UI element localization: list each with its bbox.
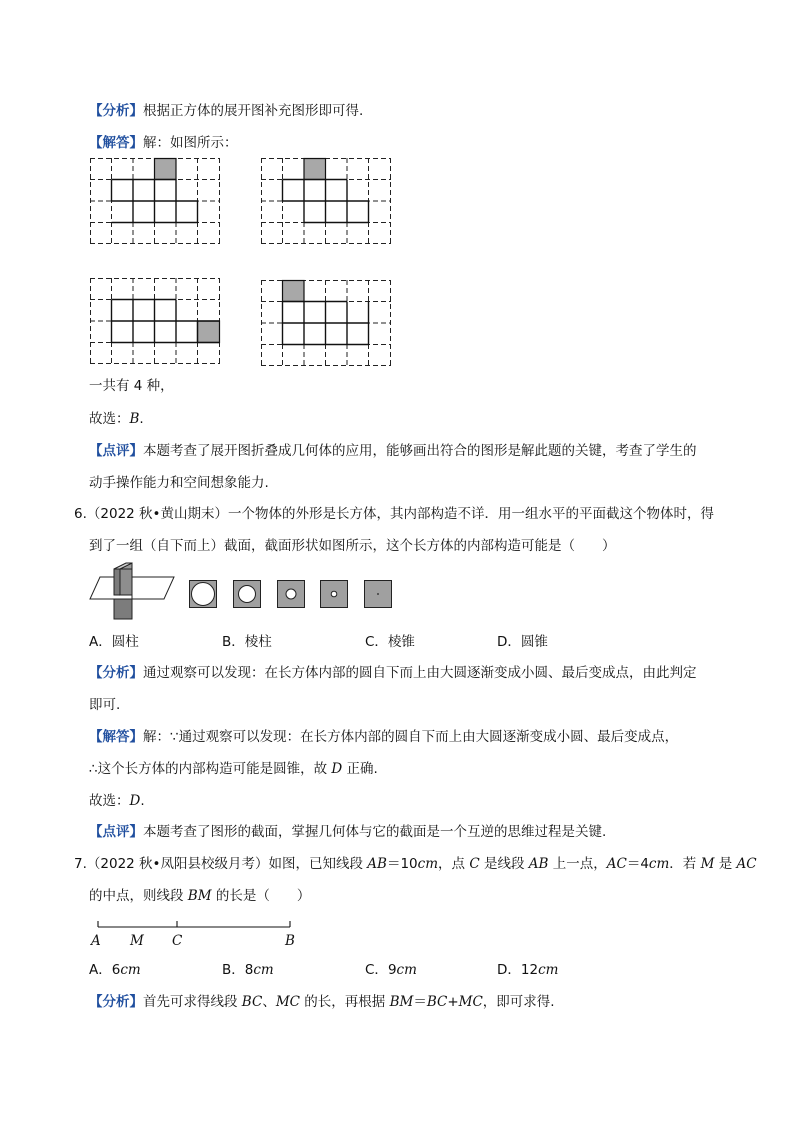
option-letter: D． — [497, 634, 521, 650]
choice-letter: B — [129, 411, 140, 427]
question-number: 6. — [74, 506, 87, 522]
stem-text: ．若 — [669, 856, 701, 872]
analysis-text: 的长，再根据 — [299, 994, 390, 1010]
section-square-3 — [277, 580, 305, 608]
point-label-a: A — [91, 933, 101, 949]
stem-text: 的中点，则线段 — [89, 888, 188, 904]
answer-tag: 【解答】 — [89, 135, 143, 151]
q5-count: 一共有 4 种， — [89, 378, 174, 394]
option-value: 9 — [387, 962, 397, 978]
q6-option-b — [222, 633, 272, 651]
analysis-text: 根据正方体的展开图补充图形即可得. — [143, 103, 364, 119]
choice-letter: D — [129, 793, 141, 809]
answer-text: 正确. — [342, 761, 378, 777]
stem-text: 的长是（ ） — [211, 888, 311, 904]
option-unit: cm — [538, 962, 559, 978]
q6-option-a — [89, 633, 139, 651]
cube-net-figure-2 — [261, 158, 391, 244]
option-unit: cm — [396, 962, 417, 978]
segment-ab: AB — [528, 856, 549, 872]
analysis-tag: 【分析】 — [89, 103, 143, 119]
q6-analysis-line1 — [89, 664, 697, 682]
choice-suffix: . — [139, 411, 144, 427]
option-value: 8 — [244, 962, 254, 978]
comment-text: 本题考查了图形的截面，掌握几何体与它的截面是一个互逆的思维过程是关键. — [143, 824, 607, 840]
segment-ac: AC — [606, 856, 627, 872]
question-number: 7. — [74, 856, 87, 872]
stem-text: 是线段 — [479, 856, 529, 872]
analysis-text: 首先可求得线段 — [143, 994, 242, 1010]
option-letter: B． — [222, 962, 245, 978]
segment-bc: BC — [426, 994, 448, 1010]
point-m: M — [700, 856, 715, 872]
stem-text: ，点 — [438, 856, 470, 872]
q6-option-c — [365, 633, 415, 651]
segment-ab: AB — [367, 856, 387, 872]
option-text: 圆柱 — [111, 634, 139, 650]
analysis-text: ＝ — [413, 994, 427, 1010]
section-square-5 — [364, 580, 392, 608]
analysis-text: + — [447, 994, 459, 1010]
q7-option-b — [222, 961, 274, 979]
answer-tag: 【解答】 — [89, 729, 143, 745]
answer-text: 解：如图所示： — [143, 135, 238, 151]
stem-text: （2022 秋•黄山期末）一个物体的外形是长方体，其内部构造不详．用一组水平的平面截这个物体时，得 — [86, 506, 714, 522]
segment-ac: AC — [736, 856, 757, 872]
cube-net-figure-3 — [90, 278, 220, 364]
segment-diagram — [90, 915, 300, 951]
option-letter: C． — [365, 634, 388, 650]
analysis-text: 、 — [262, 994, 276, 1010]
segment-bm: BM — [389, 994, 414, 1010]
option-text: 棱锥 — [387, 634, 415, 650]
q5-comment-line2: 动手操作能力和空间想象能力. — [89, 475, 269, 491]
choice-prefix: 故选： — [89, 411, 130, 427]
cube-net-figure-4 — [261, 280, 391, 366]
comment-tag: 【点评】 — [89, 443, 143, 459]
stem-text: （2022 秋•凤阳县校级月考）如图，已知线段 — [86, 856, 368, 872]
segment-bc: BC — [241, 994, 263, 1010]
q7-option-d — [497, 961, 558, 979]
stem-text: ＝10 — [386, 856, 418, 872]
q6-comment — [89, 823, 606, 841]
segment-mc: MC — [458, 994, 483, 1010]
q7-stem-line1 — [74, 855, 757, 873]
cube-net-figure-1 — [90, 158, 220, 244]
q7-option-c — [365, 961, 417, 979]
stem-text: 上一点， — [548, 856, 607, 872]
segment-bm: BM — [187, 888, 212, 904]
point-label-m: M — [130, 933, 144, 949]
q5-analysis — [89, 102, 363, 120]
choice-suffix: . — [140, 793, 145, 809]
answer-text: ∴这个长方体的内部构造可能是圆锥，故 — [89, 761, 332, 777]
comment-tag: 【点评】 — [89, 824, 143, 840]
q6-answer-line2 — [89, 760, 378, 778]
q6-stem-line2: 到了一组（自下而上）截面，截面形状如图所示，这个长方体的内部构造可能是（ ） — [89, 538, 616, 554]
option-letter: A． — [89, 634, 112, 650]
option-letter: D． — [497, 962, 521, 978]
option-unit: cm — [120, 962, 141, 978]
point-label-b: B — [285, 933, 295, 949]
analysis-tag: 【分析】 — [89, 994, 143, 1010]
q5-answer — [89, 134, 238, 152]
cuboid-plane-figure — [90, 563, 174, 619]
unit-cm: cm — [417, 856, 439, 872]
option-value: 12 — [520, 962, 539, 978]
analysis-tag: 【分析】 — [89, 665, 143, 681]
answer-text: 解：∵通过观察可以发现：在长方体内部的圆自下而上由大圆逐渐变成小圆、最后变成点， — [143, 729, 679, 745]
option-letter: B． — [222, 634, 245, 650]
stem-text: ＝4 — [626, 856, 649, 872]
q6-answer-line1 — [89, 728, 678, 746]
point-label-c: C — [172, 933, 183, 949]
option-letter: C． — [365, 962, 388, 978]
section-square-2 — [233, 580, 261, 608]
answer-letter: D — [331, 761, 343, 777]
option-value: 6 — [111, 962, 121, 978]
section-square-1 — [189, 580, 217, 608]
point-c: C — [469, 856, 480, 872]
q6-stem-line1 — [74, 505, 714, 523]
analysis-text: 通过观察可以发现：在长方体内部的圆自下而上由大圆逐渐变成小圆、最后变成点，由此判定 — [143, 665, 697, 681]
option-letter: A． — [89, 962, 112, 978]
segment-mc: MC — [275, 994, 300, 1010]
q6-option-d — [497, 633, 548, 651]
q6-choice — [89, 792, 145, 810]
option-text: 棱柱 — [244, 634, 272, 650]
unit-cm: cm — [648, 856, 670, 872]
q7-option-a — [89, 961, 141, 979]
option-unit: cm — [253, 962, 274, 978]
analysis-text: ，即可求得. — [482, 994, 555, 1010]
option-text: 圆锥 — [520, 634, 548, 650]
q5-choice — [89, 410, 144, 428]
comment-text: 本题考查了展开图折叠成几何体的应用，能够画出符合的图形是解此题的关键，考查了学生的 — [143, 443, 697, 459]
choice-prefix: 故选： — [89, 793, 130, 809]
q7-analysis — [89, 993, 555, 1011]
q5-comment-line1 — [89, 442, 697, 460]
q7-stem-line2 — [89, 887, 310, 905]
section-square-4 — [320, 580, 348, 608]
stem-text: 是 — [714, 856, 737, 872]
q6-analysis-line2: 即可. — [89, 697, 121, 713]
